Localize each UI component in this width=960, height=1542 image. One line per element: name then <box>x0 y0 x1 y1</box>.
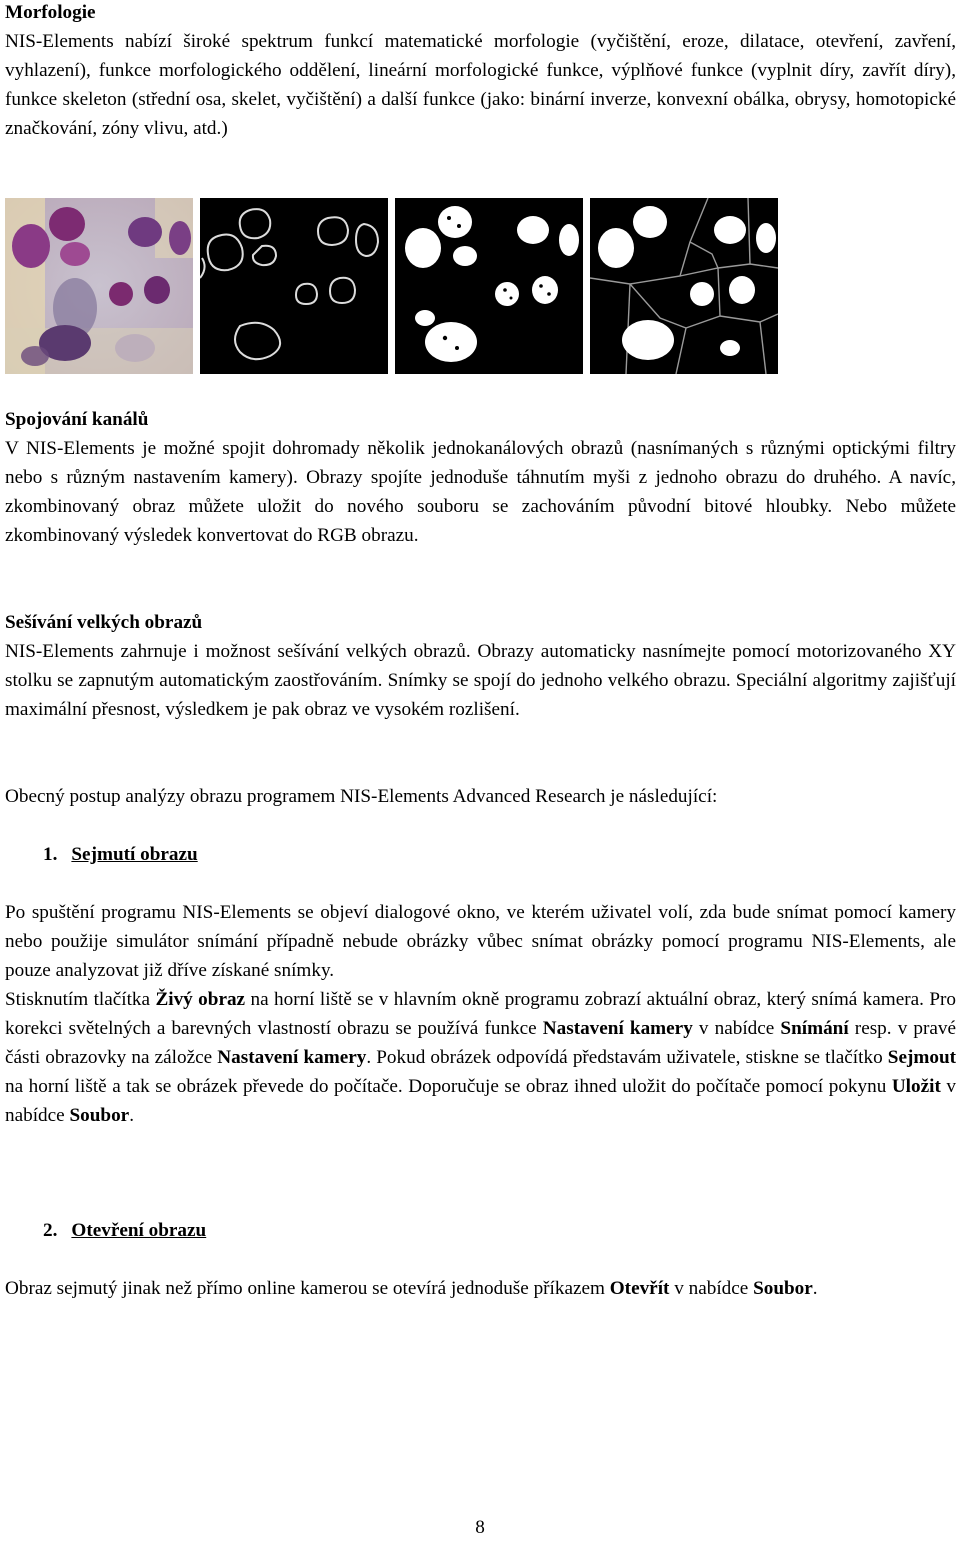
section2-number: 2. <box>43 1220 58 1241</box>
file-menu-term: Soubor <box>69 1105 130 1126</box>
stitching-text: NIS-Elements zahrnuje i možnost sešívání velkých obrazů. Obrazy automaticky nasnímejte pomocí motorizovaného XY stolku se zapnutým automatickým zaostřováním. Snímky se spojí do jednoho velkého obrazu. Speciální algoritmy zajišťují maximální přesnost, výsledkem je pak obraz ve vysokém rozlišení. <box>5 641 956 720</box>
section1-title: Sejmutí obrazu <box>71 844 198 865</box>
figure-stained-cells <box>5 198 193 374</box>
page-number: 8 <box>475 1517 485 1538</box>
morphology-heading: Morfologie <box>5 2 96 23</box>
save-command-term: Uložit <box>891 1076 941 1097</box>
live-image-term: Živý obraz <box>155 989 246 1010</box>
open-command-term: Otevřít <box>609 1278 670 1299</box>
section1-body <box>5 898 956 1130</box>
influence-zones-image <box>590 198 778 374</box>
camera-settings-tab-term: Nastavení kamery <box>217 1047 367 1068</box>
figure-influence-zones <box>590 198 778 374</box>
section2-heading <box>43 1216 206 1245</box>
channels-heading: Spojování kanálů <box>5 409 149 430</box>
figure-binary-mask <box>395 198 583 374</box>
stained-cells-image <box>5 198 193 374</box>
file-menu-term-2: Soubor <box>753 1278 813 1299</box>
camera-settings-term: Nastavení kamery <box>542 1018 693 1039</box>
section1-number: 1. <box>43 844 58 865</box>
section2-body <box>5 1274 905 1303</box>
grab-button-term: Sejmout <box>887 1047 957 1068</box>
section2-para: Obraz sejmutý jinak než přímo online kamerou se otevírá jednoduše příkazem Otevřít v nabídce Soubor. <box>5 1278 818 1299</box>
channels-text: V NIS-Elements je možné spojit dohromady několik jednokanálových obrazů (nasnímaných s různými optickými filtry nebo s různým nastavením kamery). Obrazy spojíte jednoduše táhnutím myši z jednoho obrazu do druhého. A navíc, zkombinovaný obraz můžete uložit do nového souboru se zachováním původní bitové hloubky. Nebo můžete zkombinovaný výsledek konvertovat do RGB obrazu. <box>5 438 956 546</box>
channels-section <box>5 405 956 550</box>
outlines-image <box>200 198 388 374</box>
intro-text: Obecný postup analýzy obrazu programem NIS-Elements Advanced Research je následující: <box>5 786 718 807</box>
morphology-section <box>5 0 956 143</box>
intro-section <box>5 782 956 811</box>
binary-mask-image <box>395 198 583 374</box>
capture-menu-term: Snímání <box>780 1018 849 1039</box>
section1-para1: Po spuštění programu NIS-Elements se objeví dialogové okno, ve kterém uživatel volí, zda bude snímat pomocí kamery nebo použije simulátor snímání případně nebude obrázky vůbec snímat obrázky pomocí programu NIS-Elements, ale pouze analyzovat již dříve získané snímky. <box>5 902 956 981</box>
section1-para2: Stisknutím tlačítka Živý obraz na horní liště se v hlavním okně programu zobrazí aktuální obraz, který snímá kamera. Pro korekci světelných a barevných vlastností obrazu se používá funkce Nastavení kamery v nabídce Snímání resp. v pravé části obrazovky na záložce Nastavení kamery. Pokud obrázek odpovídá představám uživatele, stiskne se tlačítko Sejmout na horní liště a tak se obrázek převede do počítače. Doporučuje se obraz ihned uložit do počítače pomocí pokynu Uložit v nabídce Soubor. <box>5 989 957 1126</box>
morphology-text: NIS-Elements nabízí široké spektrum funkcí matematické morfologie (vyčištění, eroze, dilatace, otevření, zavření, vyhlazení), funkce morfologického oddělení, lineární morfologické funkce, výplňové funkce (vyplnit díry, zavřít díry), funkce skeleton (střední osa, skelet, vyčištění) a další funkce (jako: binární inverze, konvexní obálka, obrysy, homotopické značkování, zóny vlivu, atd.) <box>5 31 956 139</box>
stitching-section <box>5 608 956 724</box>
stitching-heading: Sešívání velkých obrazů <box>5 612 203 633</box>
section2-title: Otevření obrazu <box>71 1220 207 1241</box>
figure-outlines <box>200 198 388 374</box>
morphology-figures <box>5 198 785 374</box>
section1-heading <box>43 840 198 869</box>
